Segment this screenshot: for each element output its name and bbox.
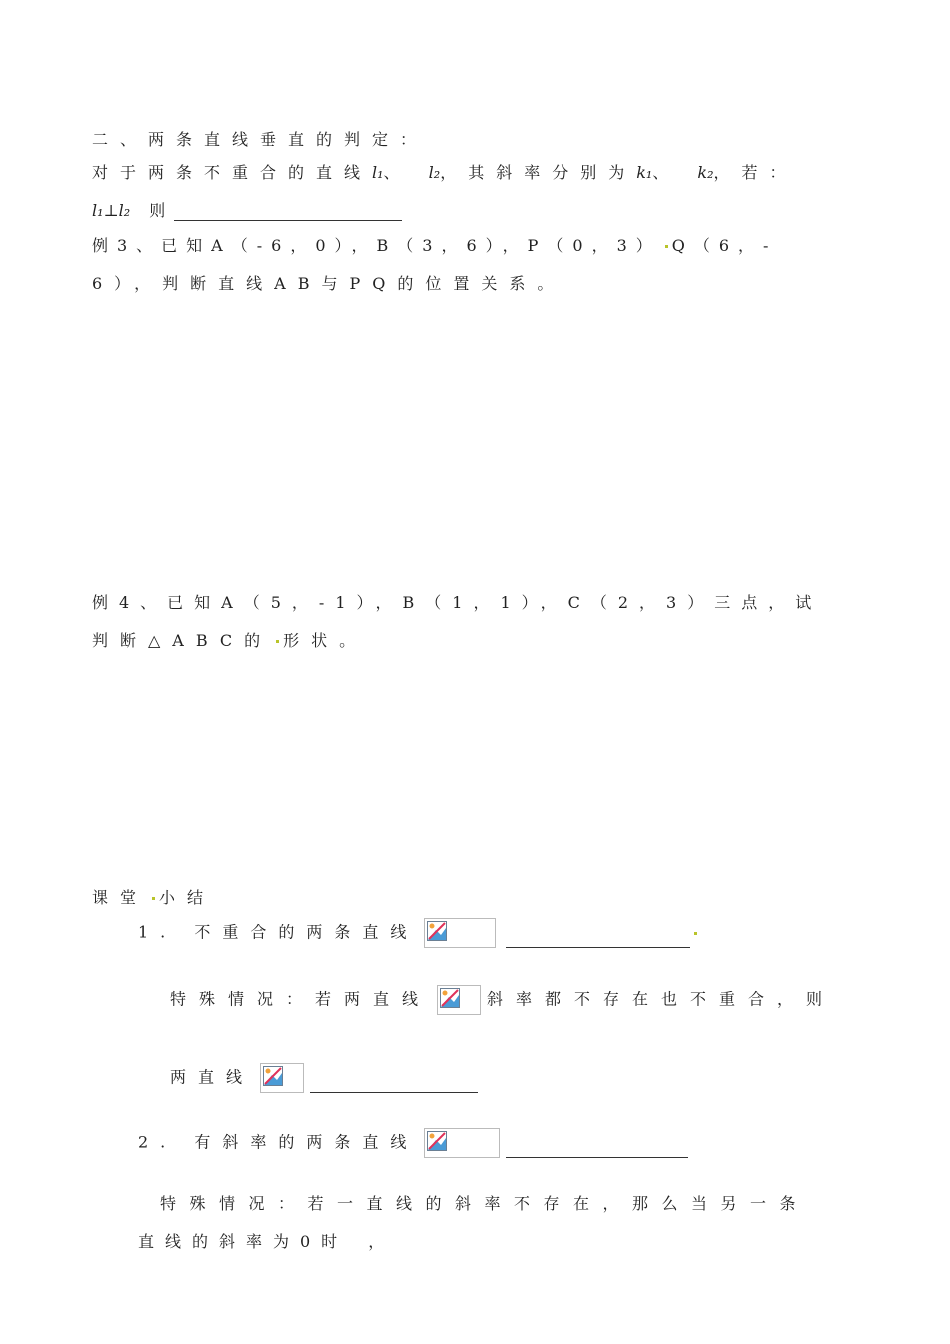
example3-text: 例3、已知A（-6，0），B（3，6），P（0，3） [92,236,661,255]
summary-title-a: 课堂 [92,888,149,907]
example4-line1: 例4、已知A（5，-1），B（1，1），C（2，3）三点，试 [92,593,823,612]
definition-mid: ，其斜率分别为 [440,163,637,182]
definition-intro: 对于两条不重合的直线 [92,163,373,182]
dot-mark [152,897,155,900]
summary-special2: 特殊情况：若一直线的斜率不存在，那么当另一条 [160,1194,810,1213]
special1-text: 特殊情况：若两直线 [170,989,432,1009]
item2-text: 2. 有斜率的两条直线 [138,1132,419,1152]
answer-blank[interactable] [174,206,402,221]
example3-line1 [92,233,777,256]
broken-image-icon [427,1131,447,1151]
summary-item2 [138,1128,688,1158]
summary-title-b: 小结 [159,888,216,907]
summary-two-lines [170,1063,478,1093]
example4-text-b: 形状。 [283,631,368,650]
dot-mark [665,245,668,248]
broken-image-icon [427,921,447,941]
image-placeholder [260,1063,304,1093]
section-title: 二、两条直线垂直的判定： [92,130,429,149]
special2-text-b: 直线的斜率为0时 [138,1232,349,1251]
slope-k2: k₂ [697,163,714,182]
example4-line2 [92,628,367,651]
definition-line [92,160,798,183]
image-placeholder [424,918,496,948]
dot-mark [276,640,279,643]
line-l1: l₁ [372,163,384,182]
perpendicular-line [92,198,402,221]
two-lines-text: 两直线 [170,1067,255,1087]
answer-blank[interactable] [506,1143,688,1158]
summary-title [92,885,215,908]
example3-line2: 6），判断直线AB与PQ的位置关系。 [92,274,566,293]
perpendicular-statement: l₁⊥l₂ [92,201,131,220]
special1-text-b: 斜率都不存在也不重合，则 [487,989,836,1009]
example3-q: Q（6，- [671,236,778,255]
dot-mark [694,932,697,935]
line-l2: l₂ [428,163,441,182]
image-placeholder [437,985,481,1015]
broken-image-icon [263,1066,283,1086]
example4-text-a: 判断△ABC的 [92,631,273,650]
summary-special1 [170,985,835,1015]
item1-text: 1. 不重合的两条直线 [138,922,419,942]
then-label: 则 [149,201,168,220]
comma: ， [368,1232,397,1251]
separator: 、 [652,163,681,182]
summary-special2-b [138,1229,396,1252]
answer-blank[interactable] [506,933,690,948]
image-placeholder [424,1128,500,1158]
answer-blank[interactable] [310,1078,478,1093]
broken-image-icon [440,988,460,1008]
slope-k1: k₁ [636,163,653,182]
definition-condition: ，若： [713,163,798,182]
summary-item1 [138,918,701,948]
separator: 、 [383,163,412,182]
